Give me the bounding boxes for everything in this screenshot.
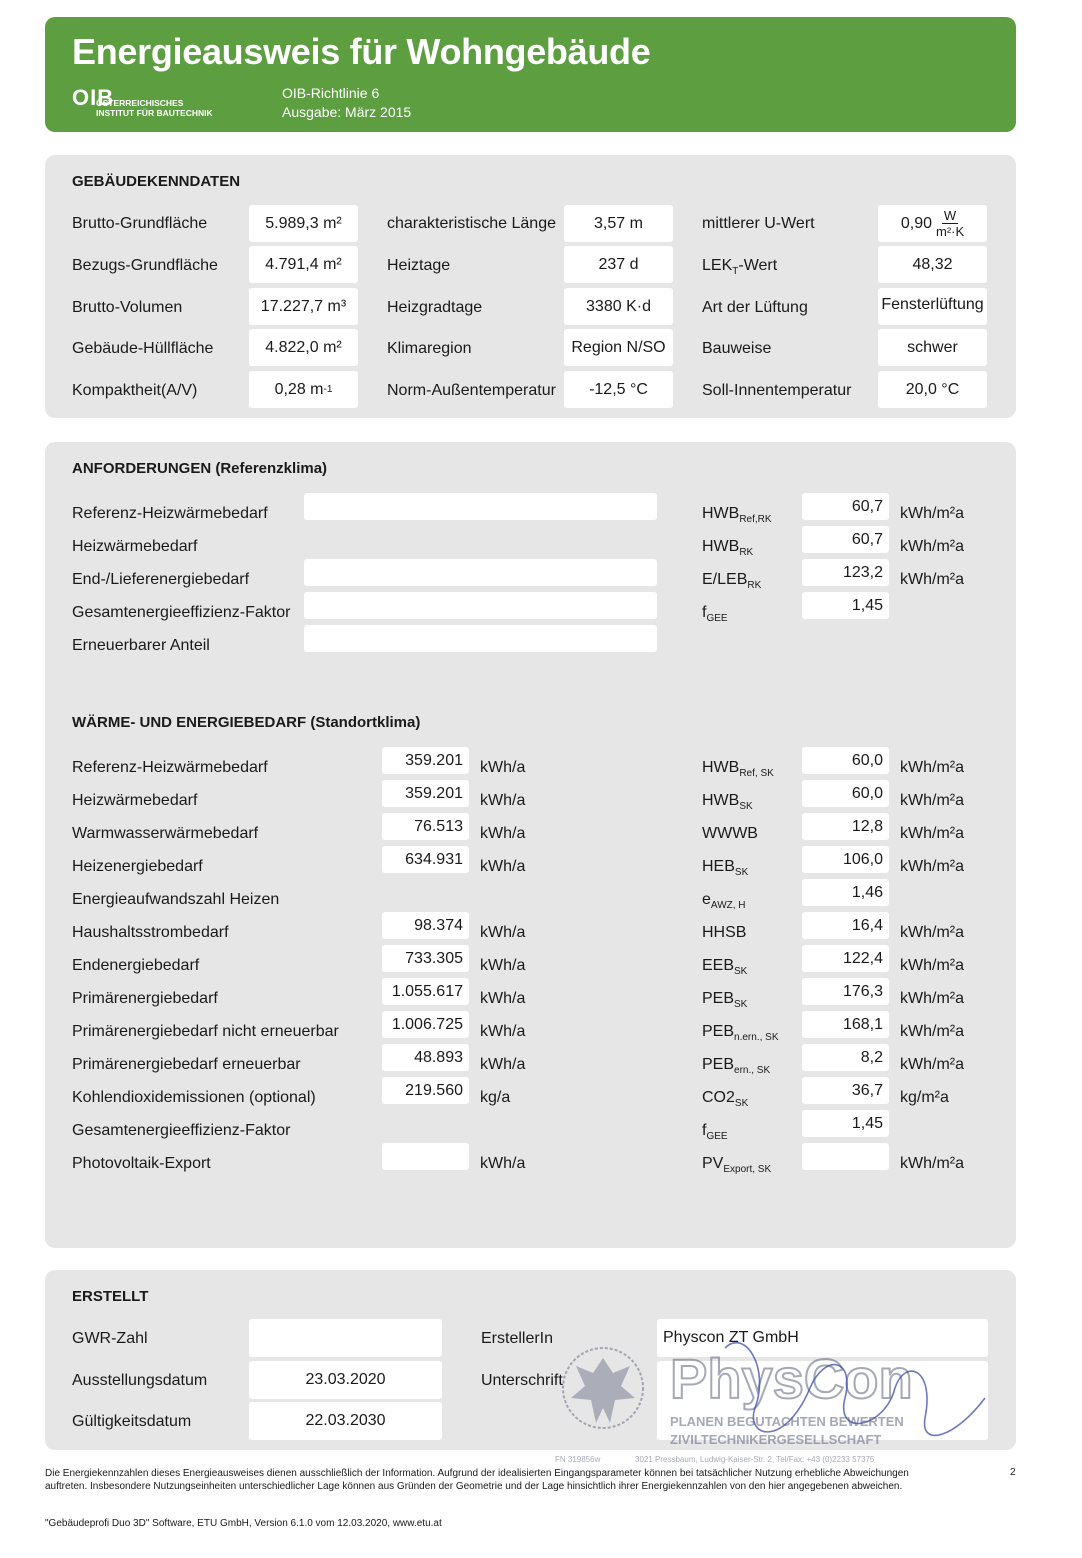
klimaregion-value: Region N/SO (564, 329, 673, 366)
demand-absolute-value: 359.201 (382, 780, 469, 807)
demand-absolute-value: 1.055.617 (382, 978, 469, 1005)
demand-specific-unit: kWh/m²a (900, 825, 964, 842)
gueltig-value: 22.03.2030 (249, 1402, 442, 1440)
demand-label: Heizenergiebedarf (72, 858, 203, 875)
symbol-main: WWWB (702, 825, 758, 842)
section-title: GEBÄUDEKENNDATEN (72, 173, 241, 190)
demand-specific-unit: kWh/m²a (900, 1023, 964, 1040)
bauweise-label: Bauweise (702, 340, 772, 357)
demand-absolute-unit: kg/a (480, 1089, 511, 1106)
demand-absolute-unit: kWh/a (480, 1023, 526, 1040)
requirement-unit: kWh/m²a (900, 571, 964, 588)
brutto-volumen-label: Brutto-Volumen (72, 299, 183, 316)
symbol-label (702, 505, 772, 525)
demand-specific-value: 168,1 (802, 1011, 889, 1038)
demand-absolute-unit: kWh/a (480, 858, 526, 875)
symbol-main: HEB (702, 858, 735, 875)
bezugs-grundflaeche-label: Bezugs-Grundfläche (72, 257, 218, 274)
symbol-label (702, 825, 758, 845)
demand-specific-value: 60,0 (802, 780, 889, 807)
ausstellung-label: Ausstellungsdatum (72, 1372, 208, 1389)
demand-specific-value: 60,0 (802, 747, 889, 774)
huellflaeche-value: 4.822,0 m² (249, 329, 358, 366)
stamp-address: 3021 Pressbaum, Ludwig-Kaiser-Str. 2, Tel/Fax: +43 (0)2233 57375 (635, 1455, 875, 1464)
symbol-label (702, 1089, 748, 1109)
demand-absolute-value: 359.201 (382, 747, 469, 774)
requirement-value: 60,7 (802, 526, 889, 553)
bauweise-value: schwer (878, 329, 987, 366)
requirements-section (45, 442, 1016, 1248)
demand-absolute-value: 98.374 (382, 912, 469, 939)
demand-absolute-value: 733.305 (382, 945, 469, 972)
demand-absolute-unit: kWh/a (480, 825, 526, 842)
stamp-line1: PLANEN BEGUTACHTEN BEWERTEN (670, 1414, 904, 1429)
symbol-main: PEB (702, 1056, 735, 1073)
symbol-label (702, 1122, 728, 1142)
demand-absolute-value: 76.513 (382, 813, 469, 840)
requirement-blank-field (304, 625, 657, 652)
demand-absolute-value (382, 1143, 469, 1170)
page-header (45, 17, 1016, 132)
ersteller-label: ErstellerIn (481, 1330, 554, 1347)
symbol-sub: Export, SK (723, 1164, 772, 1176)
norm-aussen-label: Norm-Außentemperatur (387, 382, 556, 399)
stamp-fn: FN 319856w (555, 1455, 601, 1464)
demand-absolute-unit: kWh/a (480, 759, 526, 776)
demand-label: Referenz-Heizwärmebedarf (72, 759, 268, 776)
demand-specific-value: 106,0 (802, 846, 889, 873)
u-wert-unit: $\frac{W}{\text{m²·K}}$ (935, 208, 965, 239)
ersteller-value: Physcon ZT GmbH (657, 1319, 988, 1357)
requirement-value: 123,2 (802, 559, 889, 586)
demand-specific-unit: kWh/m²a (900, 957, 964, 974)
gueltig-label: Gültigkeitsdatum (72, 1413, 192, 1430)
ausstellung-value: 23.03.2020 (249, 1361, 442, 1399)
requirement-unit: kWh/m²a (900, 505, 964, 522)
symbol-label (702, 604, 728, 624)
requirement-label: End-/Lieferenergiebedarf (72, 571, 250, 588)
demand-specific-unit: kWh/m²a (900, 858, 964, 875)
demand-absolute-unit: kWh/a (480, 924, 526, 941)
symbol-sub: SK (734, 867, 749, 879)
symbol-main: HWB (702, 505, 740, 522)
demand-specific-value: 1,46 (802, 879, 889, 906)
symbol-sub: SK (734, 966, 748, 978)
symbol-label (702, 571, 761, 591)
demand-specific-unit: kWh/m²a (900, 1056, 964, 1073)
symbol-main: EEB (702, 957, 735, 974)
brutto-volumen-value: 17.227,7 m³ (249, 288, 358, 325)
lek-value: 48,32 (878, 246, 987, 283)
demand-absolute-value: 1.006.725 (382, 1011, 469, 1038)
symbol-main: HWB (702, 792, 740, 809)
demand-label: Heizwärmebedarf (72, 792, 198, 809)
symbol-sub: AWZ, H (710, 900, 746, 912)
demand-absolute-value: 48.893 (382, 1044, 469, 1071)
gwr-label: GWR-Zahl (72, 1330, 148, 1347)
requirement-blank-field (304, 592, 657, 619)
demand-label: Endenergiebedarf (72, 957, 200, 974)
disclaimer: Die Energiekennzahlen dieses Energieausweises dienen ausschließlich der Information. Aufgrund der idealisierten Eingangsparameter können bei tatsächlicher Nutzung erhebliche Abweichungen auftreten. Insbesondere Nutzungseinheiten unterschiedlicher Lage können aus Gründen der Geometrie und der Lage hinsichtlich ihrer Energiekennzahlen von den hier angegebenen abweichen. (45, 1468, 909, 1492)
stamp-logo-text: PhysCon (670, 1347, 913, 1410)
page-number: 2 (1010, 1467, 1016, 1478)
symbol-sub: SK (734, 999, 748, 1011)
symbol-sub: Ref, SK (739, 768, 774, 780)
demand-absolute-value: 219.560 (382, 1077, 469, 1104)
symbol-main: HWB (702, 538, 740, 555)
soll-innen-value: 20,0 °C (878, 371, 987, 408)
symbol-label (702, 759, 774, 779)
symbol-label (702, 891, 746, 911)
symbol-main: f (702, 604, 707, 621)
demand-absolute-value: 634.931 (382, 846, 469, 873)
demand-specific-unit: kWh/m²a (900, 990, 964, 1007)
institute-name: ÖSTERREICHISCHES INSTITUT FÜR BAUTECHNIK (96, 98, 213, 118)
demand-specific-value: 36,7 (802, 1077, 889, 1104)
software-info: "Gebäudeprofi Duo 3D" Software, ETU GmbH, Version 6.1.0 vom 12.03.2020, www.etu.at (45, 1518, 442, 1529)
symbol-label (702, 990, 747, 1010)
demand-specific-unit: kg/m²a (900, 1089, 949, 1106)
stamp-line2: ZIVILTECHNIKERGESELLSCHAFT (670, 1432, 882, 1447)
requirement-label: Gesamtenergieeffizienz-Faktor (72, 604, 291, 621)
signature-field (657, 1361, 988, 1440)
oib-logo: OIB (72, 85, 115, 110)
demand-specific-unit: kWh/m²a (900, 924, 964, 941)
demand-specific-value: 12,8 (802, 813, 889, 840)
demand-label: Primärenergiebedarf erneuerbar (72, 1056, 301, 1073)
norm-aussen-value: -12,5 °C (564, 371, 673, 408)
demand-absolute-unit: kWh/a (480, 990, 526, 1007)
requirement-blank-field (304, 493, 657, 520)
demand-label: Kohlendioxidemissionen (optional) (72, 1089, 316, 1106)
huellflaeche-label: Gebäude-Hüllfläche (72, 340, 214, 357)
symbol-label (702, 1023, 778, 1043)
char-laenge-label: charakteristische Länge (387, 215, 556, 232)
symbol-sub: SK (734, 1098, 749, 1110)
lek-label: $LEK_T$-Wert (702, 257, 778, 278)
char-laenge-value: 3,57 m (564, 205, 673, 242)
heizgradtage-value: 3380 K·d (564, 288, 673, 325)
symbol-label (702, 1155, 771, 1175)
demand-label: Energieaufwandszahl Heizen (72, 891, 280, 908)
symbol-main: HHSB (702, 924, 747, 941)
symbol-sub: n.ern., SK (734, 1032, 779, 1044)
requirement-unit: kWh/m²a (900, 538, 964, 555)
demand-specific-value: 1,45 (802, 1110, 889, 1137)
heizgradtage-label: Heizgradtage (387, 299, 483, 316)
symbol-sub: ern., SK (734, 1065, 771, 1077)
symbol-label (702, 538, 753, 558)
symbol-sub: RK (739, 547, 754, 559)
demand-specific-value: 16,4 (802, 912, 889, 939)
requirement-value: 60,7 (802, 493, 889, 520)
symbol-main: CO2 (702, 1089, 735, 1106)
kompaktheit-value: 0,28 m -1 (249, 371, 358, 408)
demand-absolute-unit: kWh/a (480, 957, 526, 974)
gwr-value (249, 1319, 442, 1357)
demand-specific-value (802, 1143, 889, 1170)
demand-label: Primärenergiebedarf (72, 990, 218, 1007)
edition: Ausgabe: März 2015 (282, 104, 412, 120)
symbol-sub: Ref,RK (739, 514, 772, 526)
bezugs-grundflaeche-value: 4.791,4 m² (249, 246, 358, 283)
requirement-label: Heizwärmebedarf (72, 538, 198, 555)
building-data-section (45, 155, 1016, 418)
demand-specific-unit: kWh/m²a (900, 759, 964, 776)
u-wert-label: mittlerer U-Wert (702, 215, 815, 232)
klimaregion-label: Klimaregion (387, 340, 472, 357)
heiztage-label: Heiztage (387, 257, 451, 274)
u-wert-value: 0,90 $\frac{W}{\text{m²·K}}$ (878, 205, 987, 242)
heiztage-value: 237 d (564, 246, 673, 283)
demand-absolute-unit: kWh/a (480, 792, 526, 809)
symbol-main: HWB (702, 759, 740, 776)
unterschrift-label: Unterschrift (481, 1372, 563, 1389)
symbol-main: E/LEB (702, 571, 748, 588)
demand-absolute-unit: kWh/a (480, 1155, 526, 1172)
symbol-label (702, 1056, 770, 1076)
symbol-main: PEB (702, 1023, 735, 1040)
symbol-label (702, 858, 748, 878)
demand-label: Primärenergiebedarf nicht erneuerbar (72, 1023, 339, 1040)
demand-label: Gesamtenergieeffizienz-Faktor (72, 1122, 291, 1139)
demand-label: Photovoltaik-Export (72, 1155, 211, 1172)
symbol-sub: SK (739, 801, 753, 813)
symbol-label (702, 924, 746, 944)
requirement-blank-field (304, 559, 657, 586)
demand-absolute-unit: kWh/a (480, 1056, 526, 1073)
lueftung-label: Art der Lüftung (702, 299, 808, 316)
requirement-label: Referenz-Heizwärmebedarf (72, 505, 268, 522)
symbol-sub: GEE (706, 1131, 728, 1143)
demand-specific-value: 176,3 (802, 978, 889, 1005)
lueftung-value: Fensterlüftung (878, 288, 987, 325)
symbol-main: PEB (702, 990, 735, 1007)
symbol-main: f (702, 1122, 707, 1139)
soll-innen-label: Soll-Innentemperatur (702, 382, 852, 399)
symbol-label (702, 792, 753, 812)
symbol-main: PV (702, 1155, 724, 1172)
brutto-grundflaeche-value: 5.989,3 m² (249, 205, 358, 242)
symbol-sub: GEE (706, 613, 728, 625)
page-title: Energieausweis für Wohngebäude (72, 31, 651, 72)
demand-specific-value: 8,2 (802, 1044, 889, 1071)
symbol-label (702, 957, 747, 977)
demand-label: Haushaltsstrombedarf (72, 924, 229, 941)
created-section (45, 1270, 1016, 1450)
symbol-sub: RK (747, 580, 762, 592)
brutto-grundflaeche-label: Brutto-Grundfläche (72, 215, 208, 232)
demand-specific-unit: kWh/m²a (900, 1155, 964, 1172)
directive: OIB-Richtlinie 6 (282, 85, 380, 101)
requirement-label: Erneuerbarer Anteil (72, 637, 210, 654)
section-title: ANFORDERUNGEN (Referenzklima) (72, 460, 328, 477)
requirement-value: 1,45 (802, 592, 889, 619)
demand-specific-unit: kWh/m²a (900, 792, 964, 809)
kompaktheit-label: Kompaktheit(A/V) (72, 382, 198, 399)
section-title: WÄRME- UND ENERGIEBEDARF (Standortklima) (72, 714, 421, 731)
section-title: ERSTELLT (72, 1288, 149, 1305)
demand-label: Warmwasserwärmebedarf (72, 825, 259, 842)
symbol-main: e (702, 891, 711, 908)
demand-specific-value: 122,4 (802, 945, 889, 972)
directive-info (282, 84, 411, 122)
